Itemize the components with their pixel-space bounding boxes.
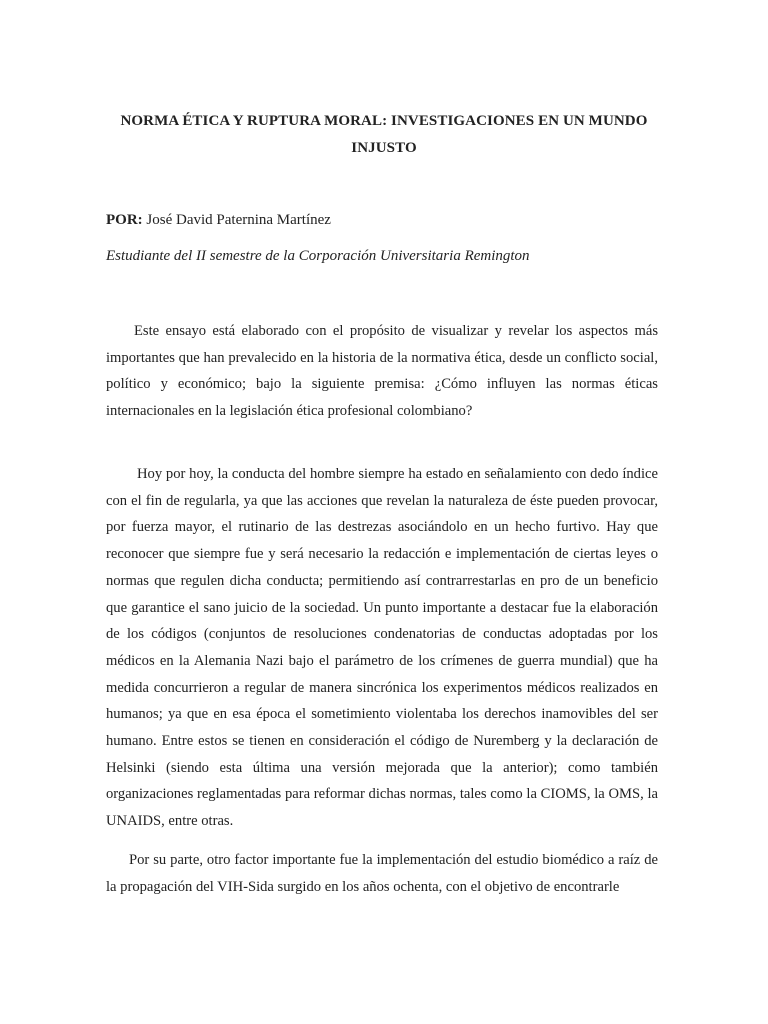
author-line	[106, 210, 331, 230]
document-title: NORMA ÉTICA Y RUPTURA MORAL: INVESTIGACIONES EN UN MUNDO INJUSTO	[120, 113, 648, 156]
body-paragraph-2: Hoy por hoy, la conducta del hombre siempre ha estado en señalamiento con dedo índice con el fin de regularla, ya que las acciones que revelan la naturaleza de éste pueden provocar, por fuerza mayor, el rutinario de las destrezas asociándolo en un hecho furtivo. Hay que reconocer que siempre fue y será necesario la redacción e implementación de ciertas leyes o normas que regulen dicha conducta; permitiendo así contrarrestarlas en pro de un beneficio que garantice el sano juicio de la sociedad. Un punto importante a destacar fue la elaboración de los códigos (conjuntos de resoluciones condenatorias de conductas adoptadas por los médicos en la Alemania Nazi bajo el parámetro de los crímenes de guerra mundial) que ha medida concurrieron a regular de manera sincrónica los experimentos médicos realizados en humanos; ya que en esa época el sometimiento violentaba los derechos inamovibles del ser humano. Entre estos se tienen en consideración el código de Nuremberg y la declaración de Helsinki (siendo esta última una versión mejorada que la anterior); como también organizaciones reglamentadas para reformar dichas normas, tales como la CIOMS, la OMS, la UNAIDS, entre otras.	[106, 466, 658, 830]
author-name: José David Paternina Martínez	[146, 212, 331, 228]
author-affiliation: Estudiante del II semestre de la Corporación Universitaria Remington	[106, 248, 530, 264]
author-label: POR:	[106, 212, 143, 228]
body-paragraph-3: Por su parte, otro factor importante fue la implementación del estudio biomédico a raíz de la propagación del VIH-Sida surgido en los años ochenta, con el objetivo de encontrarle	[106, 852, 658, 895]
body-paragraph-1: Este ensayo está elaborado con el propósito de visualizar y revelar los aspectos más importantes que han prevalecido en la historia de la normativa ética, desde un conflicto social, político y económico; bajo la siguiente premisa: ¿Cómo influyen las normas éticas internacionales en la legislación ética profesional colombiano?	[106, 323, 658, 420]
